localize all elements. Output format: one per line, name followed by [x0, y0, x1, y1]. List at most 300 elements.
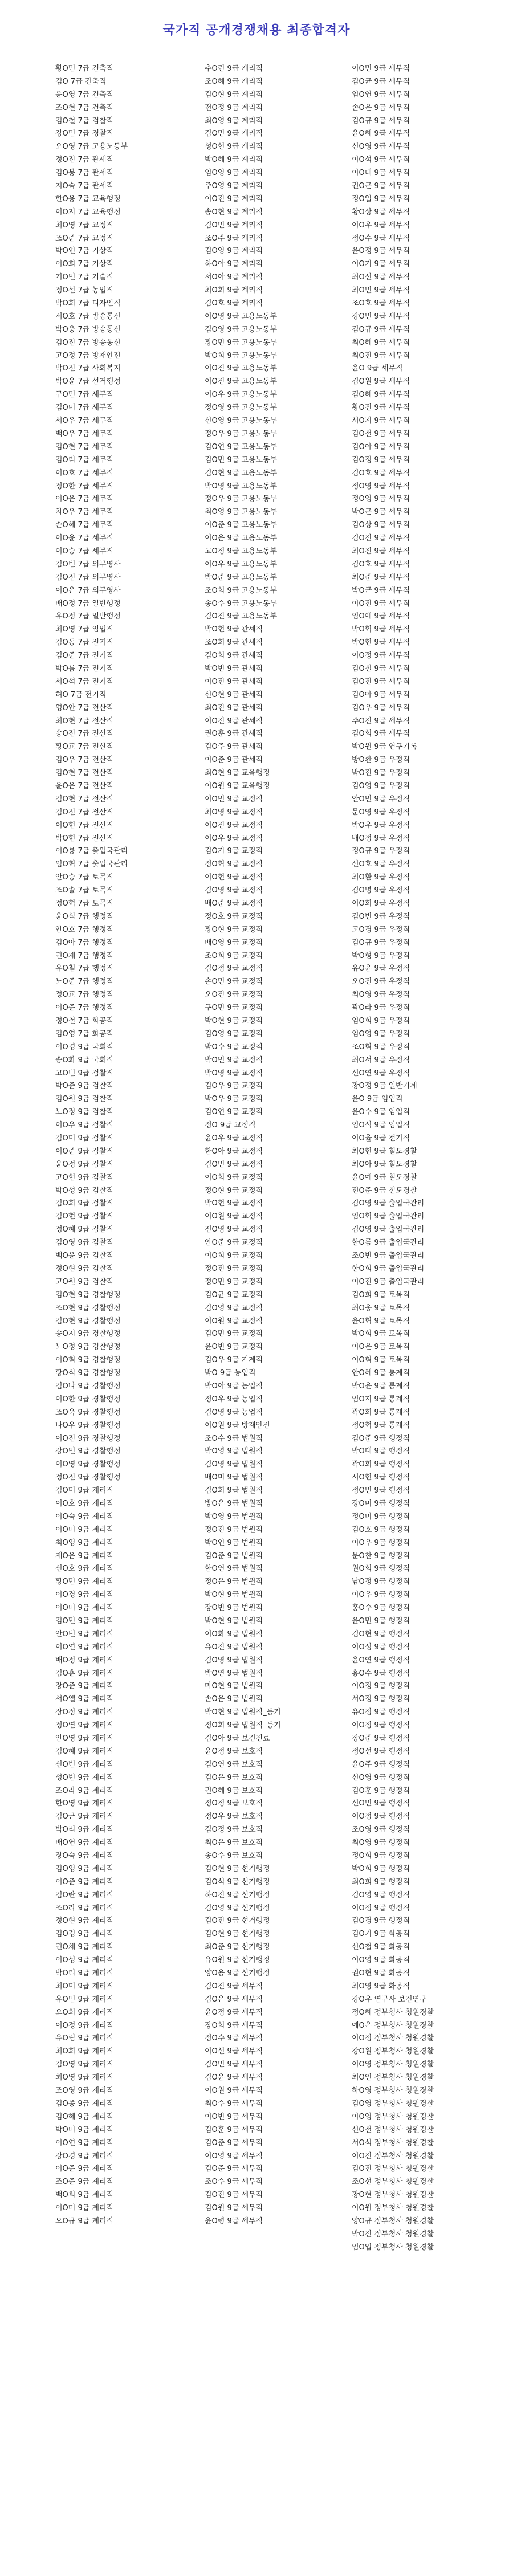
roster-entry: 고O정 7급 방재안전	[55, 351, 121, 360]
roster-entry: 신O호 9급 우정직	[352, 860, 410, 869]
roster-entry: 장O숙 9급 계리직	[55, 1852, 114, 1861]
roster-entry: 박O우 9급 교정직	[205, 1095, 263, 1104]
roster-entry: 추O린 9급 계리직	[205, 64, 263, 73]
roster-entry: 정O혜 정부청사 청원경찰	[352, 2008, 434, 2017]
roster-entry: 황O정 9급 일반기계	[352, 1082, 417, 1091]
roster-entry: 김O민 9급 계리직	[205, 129, 263, 138]
roster-entry: 박O웅 7급 방송통신	[55, 325, 121, 334]
roster-entry: 신O철 정부청사 청원경찰	[352, 2125, 434, 2134]
roster-entry: 김O진 9급 고용노동부	[205, 612, 278, 621]
roster-entry: 이O희 7급 기상직	[55, 260, 114, 269]
roster-entry: 유O철 7급 행정직	[55, 964, 114, 973]
roster-entry: 이O영 정부청사 청원경찰	[352, 2060, 434, 2069]
roster-entry: 김O희 9급 세무직	[352, 729, 410, 739]
roster-entry: 전O영 9급 교정직	[205, 1225, 263, 1234]
roster-entry: 신O호 9급 계리직	[55, 1564, 114, 1574]
roster-entry: 이O영 9급 고용노동부	[205, 312, 278, 321]
roster-entry: 엄O업 정부청사 청원경찰	[352, 2243, 434, 2252]
roster-entry: 박O름 7급 전기직	[55, 664, 114, 673]
roster-entry: 최O수 9급 세무직	[205, 2099, 263, 2108]
roster-entry: 황O민 9급 고용노동부	[205, 338, 278, 347]
roster-entry: 김O영 9급 농업직	[205, 1408, 263, 1417]
roster-entry: 방O환 9급 우정직	[352, 756, 410, 765]
roster-entry: 이O율 9급 전기직	[352, 1134, 410, 1143]
roster-entry: 박O근 9급 세무직	[352, 586, 410, 595]
roster-entry: 유O원 9급 선거행정	[205, 1956, 270, 1965]
roster-entry: 김O영 정부청사 청원경찰	[352, 2099, 434, 2108]
roster-entry: 최O영 7급 임업직	[55, 625, 114, 634]
roster-entry: 조O수 9급 세무직	[205, 2178, 263, 2187]
roster-entry: 김O우 7급 전산직	[55, 756, 114, 765]
roster-entry: 이O성 9급 행정직	[352, 1642, 410, 1652]
roster-entry: 정O수 9급 세무직	[205, 2034, 263, 2043]
roster-entry: 김O현 9급 계리직	[205, 90, 263, 99]
roster-entry: 정O현 9급 계리직	[55, 1917, 114, 1926]
roster-entry: 박O영 9급 법원직	[205, 1447, 263, 1456]
roster-entry: 윤O식 7급 행정직	[55, 912, 114, 921]
roster-entry: 박O우 9급 우정직	[352, 821, 410, 830]
roster-entry: 김O준 9급 법원직	[205, 1551, 263, 1560]
page-title: 국가직 공개경쟁채용 최종합격자	[162, 23, 351, 38]
roster-entry: 정O진 9급 경찰행정	[55, 1473, 121, 1482]
roster-entry: 정O혁 7급 토목직	[55, 899, 114, 908]
roster-entry: 이O현 9급 교정직	[205, 873, 263, 882]
roster-entry: 박O영 9급 법원직	[205, 1512, 263, 1521]
roster-entry: 기O민 7급 기술직	[55, 273, 114, 282]
roster-entry: 장O준 9급 행정직	[352, 1734, 410, 1743]
roster-entry: 정O교 7급 행정직	[55, 991, 114, 1000]
roster-entry: 신O민 9급 행정직	[352, 1799, 410, 1808]
roster-entry: 전O준 9급 철도경찰	[352, 1186, 417, 1195]
roster-entry: 박O근 9급 세무직	[352, 508, 410, 517]
roster-entry: 김O근 9급 계리직	[55, 1812, 114, 1821]
roster-entry: 이O진 정부청사 청원경찰	[352, 2151, 434, 2161]
roster-entry: 김O영 9급 출입국관리	[352, 1225, 425, 1234]
roster-entry: 배O정 9급 계리직	[55, 1656, 114, 1665]
roster-entry: 이O영 9급 경찰행정	[55, 1460, 121, 1469]
roster-entry: 이O우 9급 고용노동부	[205, 390, 278, 400]
roster-entry: 박O현 9급 관세직	[205, 625, 263, 634]
roster-entry: 이O원 9급 교정직	[205, 1316, 263, 1326]
roster-entry: 정O철 7급 화공직	[55, 1017, 114, 1026]
roster-entry: 이O진 9급 계리직	[205, 194, 263, 203]
roster-entry: 박O현 9급 법원직	[205, 1591, 263, 1600]
roster-entry: 박O현 9급 세무직	[352, 638, 410, 647]
roster-entry: 김O현 9급 고용노동부	[205, 468, 278, 478]
roster-entry: 한O희 9급 출입국관리	[352, 1264, 425, 1273]
roster-entry: 오O영 7급 고용노동부	[55, 142, 128, 152]
roster-entry: 김O영 9급 교정직	[205, 1303, 263, 1313]
roster-entry: 이O지 7급 교육행정	[55, 207, 121, 217]
roster-entry: 이O진 9급 관세직	[205, 716, 263, 725]
roster-entry: 박O수 9급 교정직	[205, 1042, 263, 1051]
roster-entry: 정O수 9급 세무직	[352, 234, 410, 243]
roster-entry: 이O진 9급 교정직	[205, 821, 263, 830]
roster-entry: 김O상 9급 세무직	[352, 521, 410, 530]
roster-entry: 김O윤 9급 세무직	[205, 2073, 263, 2082]
roster-entry: 이O원 9급 교정직	[205, 1212, 263, 1221]
roster-entry: 김O영 9급 교정직	[205, 886, 263, 895]
roster-entry: 송O지 9급 경찰행정	[55, 1330, 121, 1339]
roster-entry: 김O영 9급 검찰직	[55, 1238, 114, 1248]
roster-entry: 최O현 9급 철도경찰	[352, 1147, 417, 1156]
roster-entry: 김O정 9급 교정직	[205, 964, 263, 973]
roster-entry: 이O호 7급 세무직	[55, 468, 114, 478]
roster-entry: 김O영 9급 교정직	[205, 1029, 263, 1038]
roster-entry: 엄O지 9급 통계직	[352, 1395, 410, 1404]
roster-entry: 정O미 9급 행정직	[352, 1512, 410, 1521]
roster-entry: 김O미 9급 계리직	[55, 1486, 114, 1495]
roster-entry: 황O식 9급 경찰행정	[55, 1369, 121, 1378]
roster-entry: 조O영 9급 계리직	[55, 2086, 114, 2096]
roster-entry: 이O진 9급 출입국관리	[352, 1277, 425, 1286]
roster-entry: 정O영 9급 세무직	[352, 495, 410, 504]
roster-entry: 김O민 9급 교정직	[205, 1330, 263, 1339]
roster-entry: 황O민 9급 계리직	[55, 1578, 114, 1587]
roster-entry: 최O준 9급 선거행정	[205, 1943, 270, 1952]
roster-entry: 최O영 9급 계리직	[55, 1538, 114, 1547]
roster-entry: 박O혁 9급 세무직	[352, 625, 410, 634]
roster-entry: 서O정 9급 행정직	[352, 1695, 410, 1704]
roster-entry: 배O연 9급 계리직	[55, 1839, 114, 1848]
roster-entry: 권O훈 9급 관세직	[205, 729, 263, 739]
roster-entry: 황O현 9급 교정직	[205, 925, 263, 934]
roster-entry: 박O현 7급 전산직	[55, 834, 114, 843]
roster-entry: 이O영 9급 화공직	[352, 1956, 410, 1965]
roster-entry: 조O혜 9급 계리직	[205, 77, 263, 86]
roster-entry: 조O라 9급 계리직	[55, 1786, 114, 1795]
roster-entry: 김O현 9급 경찰행정	[55, 1290, 121, 1299]
roster-entry: 최O영 9급 계리직	[55, 2073, 114, 2082]
roster-entry: 김O진 9급 선거행정	[205, 1917, 270, 1926]
roster-entry: 윤O연 9급 행정직	[352, 1656, 410, 1665]
roster-entry: 정O현 9급 검찰직	[55, 1264, 114, 1273]
roster-entry: 장O희 9급 세무직	[205, 2021, 263, 2030]
roster-entry: 최O영 9급 교정직	[205, 808, 263, 817]
roster-entry: 박O희 7급 디자인직	[55, 299, 121, 308]
roster-entry: 박O 9급 농업직	[205, 1369, 256, 1378]
roster-entry: 조O빈 9급 출입국관리	[352, 1252, 425, 1261]
roster-entry: 김O희 9급 관세직	[205, 651, 263, 661]
roster-entry: 김O영 7급 화공직	[55, 1029, 114, 1038]
roster-entry: 서O호 7급 방송통신	[55, 312, 121, 321]
roster-entry: 윤O 9급 세무직	[352, 364, 403, 373]
roster-entry: 임O석 9급 임업직	[352, 1121, 410, 1130]
roster-entry: 이O미 9급 계리직	[55, 1525, 114, 1534]
roster-entry: 김O철 9급 세무직	[352, 429, 410, 438]
roster-entry: 김O영 9급 출입국관리	[352, 1199, 425, 1208]
roster-entry: 박O희 9급 토목직	[352, 1330, 410, 1339]
roster-entry: 손O혜 7급 세무직	[55, 521, 114, 530]
roster-entry: 김O규 9급 세무직	[352, 116, 410, 125]
roster-entry: 배O정 7급 일반행정	[55, 599, 121, 608]
roster-entry: 마O현 9급 법원직	[205, 1682, 263, 1691]
roster-entry: 김O진 7급 전산직	[55, 808, 114, 817]
roster-entry: 이O우 9급 검찰직	[55, 1121, 114, 1130]
roster-entry: 김O현 9급 경찰행정	[55, 1316, 121, 1326]
roster-entry: 이O준 9급 계리직	[55, 1877, 114, 1886]
roster-entry: 김O은 9급 세무직	[205, 1995, 263, 2004]
roster-entry: 최O아 9급 철도경찰	[352, 1160, 417, 1169]
roster-entry: 강O민 7급 경찰직	[55, 129, 114, 138]
roster-entry: 정O규 9급 우정직	[352, 847, 410, 856]
roster-entry: 윤O민 9급 행정직	[352, 1616, 410, 1625]
roster-entry: 김O현 7급 세무직	[55, 442, 114, 451]
roster-entry: 김O규 9급 우정직	[352, 938, 410, 947]
roster-entry: 조O혁 9급 우정직	[352, 1042, 410, 1051]
roster-entry: 안O승 7급 토목직	[55, 873, 114, 882]
roster-entry: 이O은 7급 세무직	[55, 495, 114, 504]
roster-entry: 박O영 9급 고용노동부	[205, 482, 278, 491]
roster-entry: 최O영 9급 고용노동부	[205, 508, 278, 517]
roster-entry: 김O희 9급 법원직	[205, 1486, 263, 1495]
roster-entry: 이O미 9급 계리직	[55, 2204, 114, 2213]
roster-entry: 김O빈 9급 우정직	[352, 912, 410, 921]
roster-entry: 김O호 9급 세무직	[352, 560, 410, 569]
roster-entry: 이O민 9급 교정직	[205, 794, 263, 804]
roster-entry: 최O희 9급 행정직	[352, 1877, 410, 1886]
roster-entry: 윤O혁 9급 토목직	[352, 1316, 410, 1326]
roster-entry: 김O봉 7급 관세직	[55, 169, 114, 178]
roster-entry: 한O영 9급 계리직	[55, 1799, 114, 1808]
roster-entry: 김O혜 9급 계리직	[55, 2112, 114, 2121]
roster-entry: 김O동 7급 전기직	[55, 638, 114, 647]
roster-entry: 송O진 7급 전산직	[55, 729, 114, 739]
roster-entry: 김O 7급 건축직	[55, 77, 107, 86]
roster-entry: 원O희 9급 행정직	[352, 1564, 410, 1574]
roster-entry: 이O희 9급 교정직	[205, 1173, 263, 1182]
roster-entry: 정O우 9급 고용노동부	[205, 429, 278, 438]
roster-entry: 권O현 9급 화공직	[352, 1969, 410, 1978]
roster-entry: 신O영 9급 세무직	[352, 142, 410, 152]
roster-entry: 김O명 9급 우정직	[352, 886, 410, 895]
roster-entry: 최O혜 9급 세무직	[352, 338, 410, 347]
roster-entry: 곽O희 9급 행정직	[352, 1460, 410, 1469]
roster-entry: 김O석 9급 선거행정	[205, 1877, 270, 1886]
roster-entry: 김O진 9급 세무직	[352, 677, 410, 686]
roster-entry: 최O영 9급 행정직	[352, 1839, 410, 1848]
roster-entry: 정O한 7급 세무직	[55, 482, 114, 491]
roster-entry: 정O우 9급 농업직	[205, 1395, 263, 1404]
roster-entry: 김O희 9급 검찰직	[55, 1199, 114, 1208]
roster-entry: 김O란 9급 계리직	[55, 1890, 114, 1900]
roster-entry: 구O민 7급 세무직	[55, 390, 114, 400]
roster-entry: 정O진 9급 교정직	[205, 1264, 263, 1273]
roster-entry: 이O진 9급 고용노동부	[205, 364, 278, 373]
roster-entry: 김O나 9급 경찰행정	[55, 1381, 121, 1391]
roster-entry: 임O연 9급 세무직	[352, 90, 410, 99]
roster-entry: 정O일 9급 세무직	[352, 194, 410, 203]
roster-entry: 이O혁 9급 토목직	[352, 1356, 410, 1365]
roster-entry: 이O진 9급 세무직	[352, 599, 410, 608]
roster-entry: 최O현 9급 교육행정	[205, 769, 270, 778]
roster-entry: 김O영 9급 법원직	[205, 1460, 263, 1469]
roster-entry: 한O연 9급 법원직	[205, 1564, 263, 1574]
roster-entry: 이O성 9급 계리직	[55, 1956, 114, 1965]
roster-entry: 윤O정 9급 세무직	[205, 2008, 263, 2017]
roster-entry: 권O재 7급 행정직	[55, 951, 114, 960]
roster-entry: 노O정 9급 검찰직	[55, 1108, 114, 1117]
roster-entry: 유O정 9급 행정직	[352, 1708, 410, 1717]
roster-entry: 신O연 9급 우정직	[352, 1069, 410, 1078]
roster-entry: 이O숙 9급 계리직	[55, 1512, 114, 1521]
roster-entry: 최O영 9급 계리직	[205, 116, 263, 125]
roster-entry: 차O우 7급 세무직	[55, 508, 114, 517]
roster-entry: 서O석 정부청사 청원경찰	[352, 2138, 434, 2147]
roster-entry: 김O민 9급 고용노동부	[205, 455, 278, 464]
roster-entry: 김O현 9급 선거행정	[205, 1930, 270, 1939]
roster-entry: 김O미 7급 세무직	[55, 403, 114, 413]
roster-entry: 이O한 9급 경찰행정	[55, 1395, 121, 1404]
roster-entry: 구O민 9급 교정직	[205, 1004, 263, 1013]
roster-entry: 정O호 9급 교정직	[205, 912, 263, 921]
roster-entry: 이O정 정부청사 청원경찰	[352, 2034, 434, 2043]
roster-column-1	[55, 63, 198, 2228]
roster-entry: 이O준 9급 관세직	[205, 756, 263, 765]
roster-entry: 조O준 9급 계리직	[55, 2178, 114, 2187]
roster-entry: 손O은 9급 법원직	[205, 1695, 263, 1704]
roster-entry: 박O연 9급 법원직	[205, 1669, 263, 1678]
roster-entry: 이O경 9급 국회직	[55, 1042, 114, 1051]
roster-entry: 윤O정 9급 검찰직	[55, 1160, 114, 1169]
roster-entry: 배O미 9급 법원직	[205, 1473, 263, 1482]
roster-entry: 조O희 9급 교정직	[205, 951, 263, 960]
roster-entry: 김O영 9급 계리직	[205, 247, 263, 256]
roster-entry: 유O림 9급 계리직	[55, 2034, 114, 2043]
roster-entry: 이O정 9급 행정직	[352, 1904, 410, 1913]
roster-entry: 이O경 9급 계리직	[55, 1591, 114, 1600]
roster-entry: 김O혜 9급 계리직	[55, 1747, 114, 1756]
roster-entry: 정O진 7급 관세직	[55, 156, 114, 165]
roster-entry: 노O준 7급 행정직	[55, 977, 114, 987]
roster-entry: 임O영 9급 우정직	[352, 1029, 410, 1038]
roster-entry: 이O선 9급 세무직	[205, 2047, 263, 2056]
roster-entry: 신O현 9급 관세직	[205, 690, 263, 699]
roster-entry: 김O영 9급 선거행정	[205, 1904, 270, 1913]
roster-entry: 손O민 9급 교정직	[205, 977, 263, 987]
roster-entry: 이O우 9급 고용노동부	[205, 560, 278, 569]
roster-entry: 조O주 9급 계리직	[205, 234, 263, 243]
roster-entry: 조O준 7급 교정직	[55, 234, 114, 243]
roster-entry: 제O은 9급 계리직	[55, 1551, 114, 1560]
roster-entry: 노O정 9급 경찰행정	[55, 1343, 121, 1352]
roster-entry: 강O민 9급 세무직	[352, 312, 410, 321]
roster-entry: 최O선 9급 세무직	[352, 273, 410, 282]
roster-entry: 윤O영 7급 건축직	[55, 90, 114, 99]
roster-entry: 고O원 9급 검찰직	[55, 1277, 114, 1286]
roster-entry: 정O희 9급 법원직_등기	[205, 1721, 281, 1730]
roster-entry: 장O빈 9급 법원직	[205, 1604, 263, 1613]
roster-entry: 서O엘 9급 계리직	[55, 1695, 114, 1704]
roster-entry: 안O준 9급 교정직	[205, 1238, 263, 1248]
roster-entry: 이O희 9급 교정직	[205, 1252, 263, 1261]
roster-entry: 김O진 9급 세무직	[205, 2191, 263, 2200]
roster-entry: 김O미 9급 검찰직	[55, 1134, 114, 1143]
roster-entry: 주O영 9급 계리직	[205, 182, 263, 191]
roster-entry: 홍O수 9급 행정직	[352, 1669, 410, 1678]
roster-entry: 이O은 9급 토목직	[352, 1343, 410, 1352]
roster-entry: 유O진 9급 법원직	[205, 1642, 263, 1652]
roster-entry: 조O희 9급 고용노동부	[205, 586, 278, 595]
roster-entry: 윤O예 9급 철도경찰	[352, 1173, 417, 1182]
roster-entry: 한O아 9급 교정직	[205, 1147, 263, 1156]
roster-entry: 김O아 7급 행정직	[55, 938, 114, 947]
roster-entry: 김O규 9급 세무직	[352, 325, 410, 334]
roster-entry: 조O욱 9급 경찰행정	[55, 1408, 121, 1417]
roster-entry: 최O환 9급 우정직	[352, 873, 410, 882]
roster-entry: 이O원 정부청사 청원경찰	[352, 2204, 434, 2213]
roster-entry: 권O채 9급 계리직	[55, 1943, 114, 1952]
roster-entry: 김O정 9급 세무직	[352, 455, 410, 464]
roster-entry: 홍O수 9급 행정직	[352, 1604, 410, 1613]
roster-entry: 서O석 7급 전기직	[55, 677, 114, 686]
roster-entry: 최O인 정부청사 청원경찰	[352, 2073, 434, 2082]
roster-entry: 이O기 9급 세무직	[352, 260, 410, 269]
roster-entry: 이O정 9급 행정직	[352, 1721, 410, 1730]
roster-entry: 정O 9급 교정직	[205, 1121, 256, 1130]
roster-entry: 장O정 9급 계리직	[55, 1708, 114, 1717]
roster-entry: 신O영 9급 고용노동부	[205, 417, 278, 426]
roster-entry: 정O현 9급 교정직	[205, 1186, 263, 1195]
roster-entry: 임O희 9급 우정직	[352, 1017, 410, 1026]
roster-entry: 김O진 9급 세무직	[205, 1982, 263, 1991]
roster-entry: 허O 7급 전기직	[55, 690, 107, 699]
roster-entry: 이O혁 9급 경찰행정	[55, 1356, 121, 1365]
roster-entry: 하O진 9급 선거행정	[205, 1890, 270, 1900]
roster-entry: 최O진 9급 관세직	[205, 703, 263, 712]
roster-entry: 곽O희 9급 통계직	[352, 1408, 410, 1417]
roster-entry: 강O원 정부청사 청원경찰	[352, 2047, 434, 2056]
roster-entry: 김O현 7급 전산직	[55, 794, 114, 804]
roster-entry: 정O희 9급 행정직	[352, 1852, 410, 1861]
roster-entry: 정O진 9급 법원직	[205, 1525, 263, 1534]
roster-entry: 조O솔 7급 토목직	[55, 886, 114, 895]
roster-entry: 황O진 9급 세무직	[352, 403, 410, 413]
roster-entry: 배O영 9급 교정직	[205, 938, 263, 947]
roster-entry: 고O정 9급 고용노동부	[205, 547, 278, 556]
roster-entry: 이O우 9급 행정직	[352, 1591, 410, 1600]
roster-entry: 최O준 9급 세무직	[352, 573, 410, 582]
roster-entry: 김O영 9급 계리직	[55, 2060, 114, 2069]
roster-entry: 손O은 9급 세무직	[352, 103, 410, 112]
roster-entry: 최O영 7급 교정직	[55, 221, 114, 230]
roster-entry: 김O아 9급 보건진료	[205, 1734, 270, 1743]
roster-entry: 서O우 7급 세무직	[55, 417, 114, 426]
roster-entry: 김O현 9급 선거행정	[205, 1864, 270, 1873]
roster-entry: 박O준 9급 고용노동부	[205, 573, 278, 582]
roster-entry: 이O은 7급 외무영사	[55, 586, 121, 595]
roster-entry: 김O영 9급 행정직	[352, 1890, 410, 1900]
roster-entry: 김O진 정부청사 청원경찰	[352, 2165, 434, 2174]
roster-entry: 김O진 9급 세무직	[352, 534, 410, 543]
roster-entry: 강O경 9급 계리직	[55, 2151, 114, 2161]
roster-entry: 이O정 9급 세무직	[352, 651, 410, 661]
roster-entry: 한O름 9급 출입국관리	[352, 1238, 425, 1248]
roster-entry: 이O진 9급 경찰행정	[55, 1434, 121, 1443]
roster-entry: 이O호 9급 계리직	[55, 1499, 114, 1508]
roster-entry: 윤O 9급 임업직	[352, 1095, 403, 1104]
roster-entry: 조O수 9급 법원직	[205, 1434, 263, 1443]
roster-entry: 이O준 9급 검찰직	[55, 1147, 114, 1156]
roster-entry: 김O호 9급 세무직	[352, 468, 410, 478]
roster-entry: 박O희 9급 고용노동부	[205, 351, 278, 360]
roster-entry: 이O현 7급 전산직	[55, 821, 114, 830]
roster-entry: 백O희 9급 계리직	[55, 2191, 114, 2200]
roster-entry: 박O진 7급 사회복지	[55, 364, 121, 373]
roster-entry: 이O영 9급 세무직	[205, 2151, 263, 2161]
roster-entry: 최O은 9급 보호직	[205, 1839, 263, 1848]
roster-entry: 남O정 9급 행정직	[352, 1578, 410, 1587]
